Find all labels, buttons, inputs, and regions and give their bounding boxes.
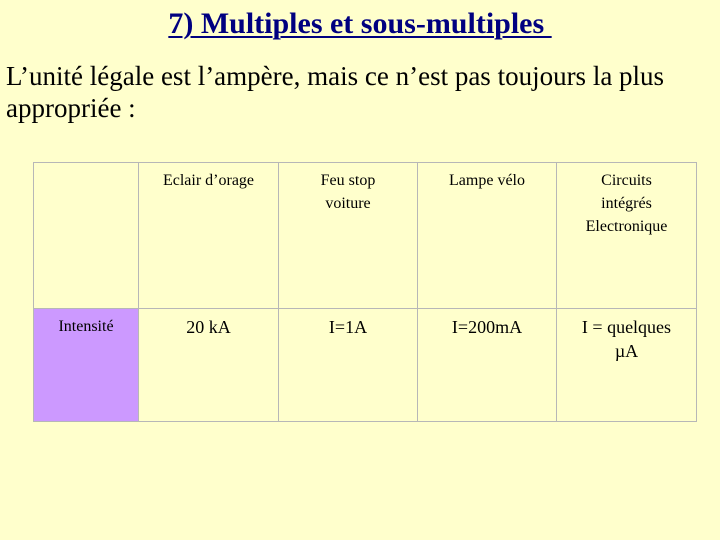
column-header: Eclair d’orage — [139, 163, 279, 309]
table-cell: I=1A — [279, 309, 418, 422]
data-table — [33, 162, 697, 422]
header-row — [34, 163, 697, 309]
column-header: Feu stop voiture — [279, 163, 418, 309]
intro-text: L’unité légale est l’ampère, mais ce n’est pas toujours la plus appropriée : — [6, 61, 665, 123]
table-cell: 20 kA — [139, 309, 279, 422]
table-corner-cell — [34, 163, 139, 309]
column-header: Lampe vélo — [418, 163, 557, 309]
table-cell: I = quelques µA — [557, 309, 697, 422]
column-header: Circuits intégrés Electronique — [557, 163, 697, 309]
slide-title: 7) Multiples et sous-multiples — [168, 7, 552, 40]
table-row — [34, 309, 697, 422]
row-header-intensite: Intensité — [34, 309, 139, 422]
table-cell: I=200mA — [418, 309, 557, 422]
